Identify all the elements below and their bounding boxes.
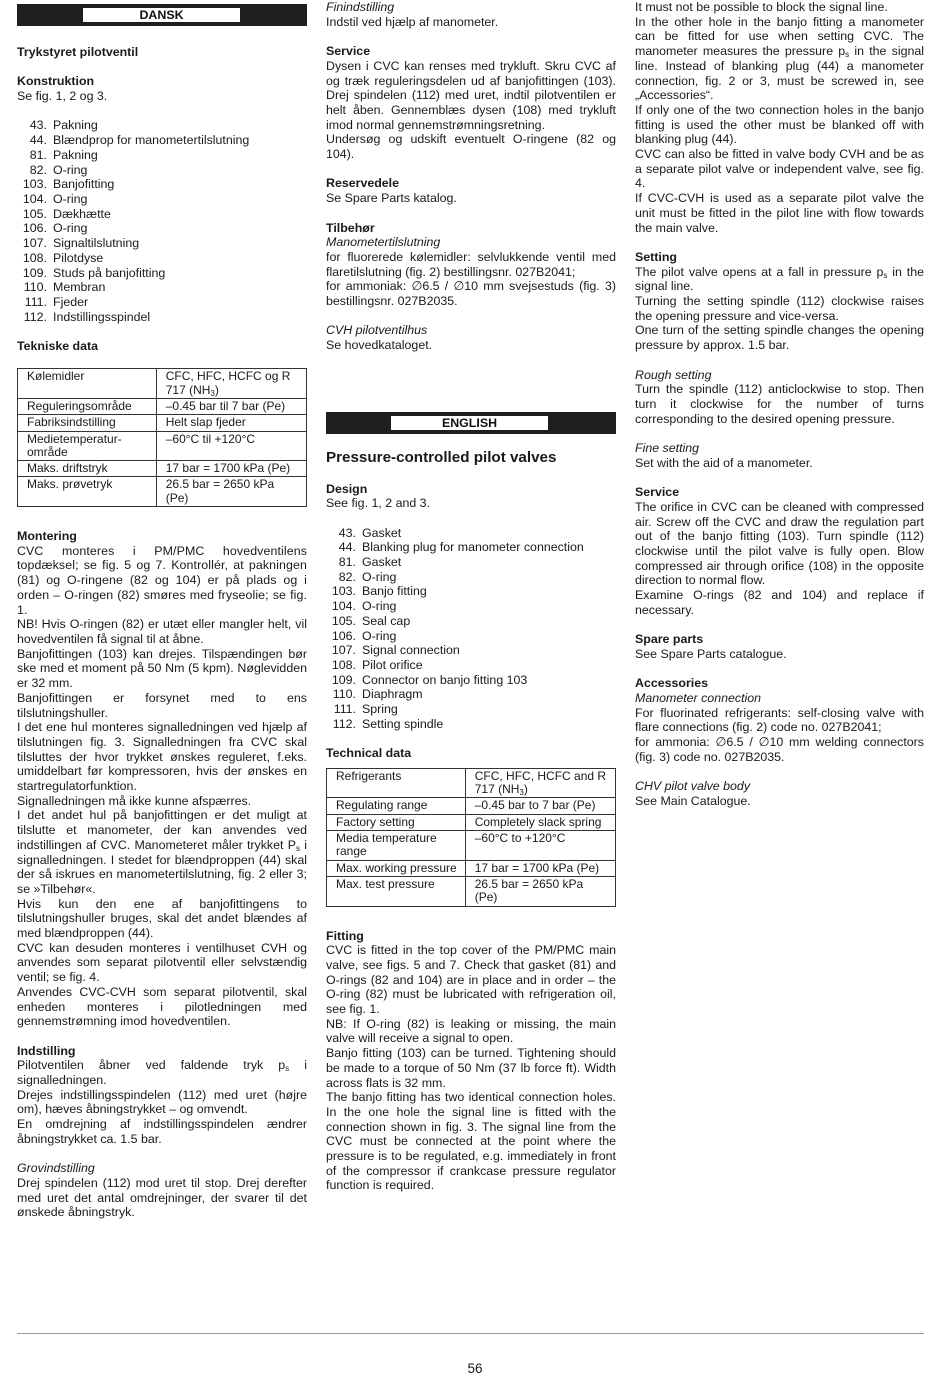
fitting-paragraph: CVC can also be fitted in valve body CVH and be as a separate pilot valve or independent valve, see fig. 4. [635,147,924,191]
part-name: O-ring [53,192,88,206]
tech-row [18,369,307,399]
setting-heading: Setting [635,249,677,264]
tech-row [327,831,616,861]
part-item [17,221,307,236]
tech-row [18,477,307,507]
tech-key: Max. working pressure [327,860,466,876]
part-name: Blanking plug for manometer connection [362,540,584,555]
part-name: Diaphragm [362,687,423,702]
part-item [17,192,307,207]
part-item [17,295,307,310]
part-item [17,310,307,325]
fitting-heading: Fitting [326,928,364,943]
fine-heading-dk: Finindstilling [326,0,395,14]
service-heading: Service [635,485,680,500]
part-name: Pakning [53,147,98,162]
tech-row [327,860,616,876]
service-paragraph: Examine O-rings (82 and 104) and replace if necessary. [635,588,924,617]
accessories-paragraph: For fluorinated refrigerants: self-closing valve with flare connections (fig. 2) code no. 027B2041; [635,705,924,735]
part-name: Pakning [53,118,98,133]
part-item [17,266,307,281]
tech-row [327,768,616,798]
part-item [326,540,616,555]
mount-paragraph: Hvis kun den ene af banjofittingens to tilslutningshuller bruges, skal det andet blændes af med blændproppen (44). [17,896,307,941]
tech-row [327,814,616,830]
tech-row [327,798,616,814]
service-paragraph: Dysen i CVC kan renses med trykluft. Skru CVC af og træk reguleringsdelen ud af banjofittingen (103). Drej spindelen (112) med uret, indtil pilotventilen er helt åben. Gennemblæs dysen (108) med trykluft imod normal gennemstrømningsretning. [326,58,616,132]
setting-paragraph: Pilotventilen åbner ved faldende tryk $p_s$ i signalledningen. [17,1058,307,1088]
design-heading: Design [326,481,368,496]
spare-heading-dk: Reservedele [326,176,400,191]
tech-key: Maks. driftstryk [18,461,157,477]
part-item [17,280,307,295]
part-item [17,133,307,148]
tech-value: Completely slack spring [465,814,615,830]
tech-row [18,461,307,477]
part-number: 105. [331,613,356,628]
part-number: 108. [331,657,356,672]
part-name: Gasket [362,525,402,540]
rough-heading: Grovindstilling [17,1161,95,1176]
tech-value: Helt slap fjeder [156,415,306,431]
part-number: 81. [29,147,47,162]
spare-text: See Spare Parts catalogue. [635,646,787,661]
part-number: 44. [338,540,356,555]
part-number: 104. [331,599,356,614]
tech-value: CFC, HFC, HCFC og R 717 $(NH_3)$ [156,369,306,399]
tech-row [18,431,307,461]
section-banner-dansk [17,4,307,26]
part-name: Membran [53,280,106,295]
part-item [326,687,616,702]
part-number: 109. [331,672,356,687]
part-name: Pilotdyse [53,250,104,265]
part-number: 43. [338,525,356,540]
accessories-sub-dk: Manometertilslutning [326,235,441,250]
fine-heading: Fine setting [635,441,700,456]
tech-heading: Technical data [326,746,412,761]
tech-key: Medietemperatur-område [18,431,157,461]
tech-value: 17 bar = 1700 kPa (Pe) [465,860,615,876]
mount-paragraph: NB! Hvis O-ringen (82) er utæt eller mangler helt, vil hovedventilen få signal til at åbne. [17,617,307,646]
part-name: Banjofitting [53,177,115,192]
part-number: 103. [331,584,356,599]
part-name: Dækhætte [53,206,111,221]
parts-list [326,526,616,732]
part-name: Studs på banjofitting [53,265,166,280]
part-name: Fjeder [53,294,89,309]
part-number: 109. [22,265,47,280]
part-item [326,570,616,585]
part-item [17,177,307,192]
part-item [17,251,307,266]
part-name: Indstillingsspindel [53,309,151,324]
tech-row [327,876,616,906]
tech-value: CFC, HFC, HCFC and R 717 $(NH_3)$ [465,768,615,798]
part-number: 112. [23,309,47,324]
mount-paragraph: Signalledningen må ikke kunne afspærres. [17,793,252,808]
tech-value: –0.45 bar to 7 bar (Pe) [465,798,615,814]
spare-heading: Spare parts [635,632,704,647]
tech-key: Maks. prøvetryk [18,477,157,507]
part-item [326,717,616,732]
chv-heading: CHV pilot valve body [635,779,751,794]
part-name: Pilot orifice [362,657,423,672]
part-number: 82. [29,162,47,177]
section-banner-english [326,412,616,434]
parts-list [17,118,307,324]
accessories-paragraph: for ammoniak: ∅6.5 / ∅10 mm svejsestuds (fig. 3) bestillingsnr. 027B2035. [326,279,616,309]
tech-value: 17 bar = 1700 kPa (Pe) [156,461,306,477]
part-number: 107. [22,236,47,251]
accessories-heading-dk: Tilbehør [326,220,375,235]
tech-row [18,415,307,431]
part-number: 107. [331,643,356,658]
fitting-paragraph: CVC is fitted in the top cover of the PM/PMC main valve, see figs. 5 and 7. Check that gasket (81) and O-rings (82 and 104) are in place and in order – the O-ring (82) must be lubricated with refrigeration oil, see fig. 1. [326,943,616,1017]
part-item [17,148,307,163]
fitting-paragraph: If only one of the two connection holes in the banjo fitting is used the other must be blanked off with blanking plug (44). [635,102,924,147]
tech-value: 26.5 bar = 2650 kPa (Pe) [465,876,615,906]
part-number: 104. [22,192,47,206]
accessories-sub: Manometer connection [635,690,762,705]
fine-text: Set with the aid of a manometer. [635,455,813,470]
construction-heading: Konstruktion [17,74,95,89]
fitting-paragraph: Banjo fitting (103) can be turned. Tightening should be made to a torque of 50 Nm (37 lb force ft). Width across flats is 32 mm. [326,1046,616,1090]
rough-text: Turn the spindle (112) anticlockwise to stop. Then turn it clockwise for the number of turns corresponding to the desired opening pressure. [635,382,924,426]
doc-title: Pressure-controlled pilot valves [326,448,557,466]
tech-key: Fabriksindstilling [18,415,157,431]
tech-key: Max. test pressure [327,876,466,906]
fitting-paragraph: If CVC-CVH is used as a separate pilot valve the unit must be fitted in the pilot line with flow towards the main valve. [635,191,924,235]
part-number: 110. [23,280,47,295]
setting-paragraph: The pilot valve opens at a fall in pressure $p_s$ in the signal line. [635,264,924,294]
accessories-paragraph: for fluorerede kølemidler: selvlukkende ventil med flaretilslutning (fig. 2) bestillingsnr. 027B2041; [326,249,616,279]
part-name: O-ring [362,569,397,584]
banner-label: ENGLISH [390,415,549,431]
part-name: O-ring [53,221,88,236]
tech-key: Factory setting [327,814,466,830]
part-number: 105. [22,206,47,221]
service-paragraph: The orifice in CVC can be cleaned with compressed air. Screw off the CVC and draw the regulation part out of the banjo fitting (103). Turn spindle (112) clockwise until the pilot valve is fully open. Blow compressed air through orifice (108) in the opposite direction to normal flow. [635,499,924,588]
rough-heading: Rough setting [635,367,712,382]
part-item [326,629,616,644]
tech-heading: Tekniske data [17,339,99,354]
part-number: 111. [24,294,47,309]
mount-paragraph: CVC kan desuden monteres i ventilhuset CVH og anvendes som separat pilotventil eller selvstændig ventil; se fig. 4. [17,940,307,985]
part-name: Spring [362,702,398,717]
cvh-text: Se hovedkataloget. [326,338,433,353]
part-item [326,658,616,673]
part-number: 82. [338,569,356,584]
tech-table [17,368,307,507]
service-heading-dk: Service [326,44,371,59]
doc-title: Trykstyret pilotventil [17,45,139,59]
service-paragraph: Undersøg og udskift eventuelt O-ringene (82 og 104). [326,132,616,162]
fitting-paragraph: The banjo fitting has two identical connection holes. In the one hole the signal line is fitted with the connection shown in fig. 3. The signal line from the CVC must be connected at the point where the pressure is to be regulated, e.g. immediately in front of the compressor if crankcase pressure regulator function is required. [326,1090,616,1193]
page-number: 56 [467,1361,483,1376]
tech-key: Refrigerants [327,768,466,798]
part-number: 103. [22,177,47,192]
part-item [326,643,616,658]
part-number: 108. [22,250,47,265]
part-item [326,673,616,688]
tech-value: –0.45 bar til 7 bar (Pe) [156,399,306,415]
tech-key: Media temperature range [327,831,466,861]
chv-text: See Main Catalogue. [635,793,751,808]
part-item [326,599,616,614]
design-text: See fig. 1, 2 and 3. [326,496,431,511]
tech-row [18,399,307,415]
part-name: Signal connection [362,643,460,658]
column-dansk [17,0,307,1220]
part-number: 43. [29,118,47,133]
tech-value: 26.5 bar = 2650 kPa (Pe) [156,477,306,507]
fitting-paragraph: It must not be possible to block the signal line. [635,0,888,14]
column-middle [326,0,616,1193]
tech-key: Kølemidler [18,369,157,399]
part-item [326,614,616,629]
part-number: 81. [338,555,356,569]
mount-paragraph: Banjofittingen (103) kan drejes. Tilspændingen bør ske med et moment på 50 Nm (5 kpm). Nøglevidden er 32 mm. [17,646,307,691]
part-name: Seal cap [362,613,411,628]
part-name: O-ring [362,599,397,614]
mount-paragraph: I det andet hul på banjofittingen er det muligt at tilslutte et manometer, der kan anvendes ved indstillingen af CVC. Manometeret måler trykket $P_s$ i signalledningen. I stedet for blændproppen (44) skal der så iskrues en manometertilslutning, fig. 2 eller 3; se »Tilbehør«. [17,808,307,896]
part-name: Banjo fitting [362,584,427,599]
part-number: 111. [333,702,356,717]
part-number: 112. [332,716,356,731]
part-item [17,207,307,222]
column-english-cont [635,0,924,809]
banner-label: DANSK [82,7,241,23]
fine-text-dk: Indstil ved hjælp af manometer. [326,14,499,29]
setting-paragraph: Drejes indstillingsspindelen (112) med uret (højre om), hæves åbningstrykket – og omvendt. [17,1087,307,1117]
spare-text-dk: Se Spare Parts katalog. [326,191,457,206]
construction-text: Se fig. 1, 2 og 3. [17,89,108,104]
part-name: O-ring [362,628,397,643]
setting-paragraph: One turn of the setting spindle changes the opening pressure by approx. 1.5 bar. [635,323,924,353]
rough-text: Drej spindelen (112) mod uret til stop. Drej derefter med uret det antal omdrejninger, der svarer til det ønskede åbningstryk. [17,1175,307,1220]
part-item [326,702,616,717]
part-item [17,236,307,251]
accessories-paragraph: for ammonia: ∅6.5 / ∅10 mm welding connectors (fig. 3) code no. 027B2035. [635,735,924,764]
fitting-paragraph: In the other hole in the banjo fitting a manometer can be fitted for use when setting CVC. The manometer measures the pressure $p_s$ in the signal line. Instead of blanking plug (44) a manometer connection, fig. 2 or 3, must be screwed in, see „Accessories“. [635,14,924,103]
fitting-paragraph: NB: If O-ring (82) is leaking or missing, the main valve will receive a signal to open. [326,1016,616,1046]
mount-heading: Montering [17,529,77,544]
mount-paragraph: CVC monteres i PM/PMC hovedventilens topdæksel; se fig. 5 og 7. Kontrollér, at pakningen (81) og O-ringene (82 og 104) er på plads og i orden – O-ringen (82) smøres med fryseolie; se fig. 1. [17,543,307,617]
setting-paragraph: Turning the setting spindle (112) clockwise raises the opening pressure and vice-versa. [635,294,924,323]
part-item [326,555,616,570]
cvh-heading: CVH pilotventilhus [326,323,428,338]
mount-paragraph: I det ene hul monteres signalledningen ved hjælp af tilslutningen fig. 3. Signalledningen fra CVC skal tilsluttes der hvor trykket ønskes reguleret, f.eks. umiddelbart før kompressoren, hvis der ønskes en startregulatorfunktion. [17,720,307,794]
part-item [326,584,616,599]
part-name: Setting spindle [362,716,444,731]
part-name: Blændprop for manometertilslutning [53,133,250,148]
setting-paragraph: En omdrejning af indstillingsspindelen ændrer åbningstrykket ca. 1.5 bar. [17,1117,307,1146]
part-item [326,526,616,541]
part-item [17,118,307,133]
tech-value: –60°C to +120°C [465,831,615,861]
footer-divider [17,1333,924,1334]
part-name: O-ring [53,162,88,177]
part-name: Signaltilslutning [53,236,140,251]
mount-paragraph: Banjofittingen er forsynet med to ens tilslutningshuller. [17,690,307,720]
part-name: Connector on banjo fitting 103 [362,672,528,687]
part-number: 106. [331,628,356,643]
part-name: Gasket [362,555,402,569]
part-number: 44. [29,133,47,148]
accessories-heading: Accessories [635,676,709,691]
tech-key: Regulating range [327,798,466,814]
setting-heading: Indstilling [17,1043,76,1058]
part-number: 110. [332,687,356,702]
part-item [17,163,307,178]
tech-table [326,768,616,907]
mount-paragraph: Anvendes CVC-CVH som separat pilotventil, skal enheden monteres i pilotledningen med gennemstrømning imod hovedventilen. [17,984,307,1029]
tech-key: Reguleringsområde [18,399,157,415]
tech-value: –60°C til +120°C [156,431,306,461]
part-number: 106. [22,221,47,236]
